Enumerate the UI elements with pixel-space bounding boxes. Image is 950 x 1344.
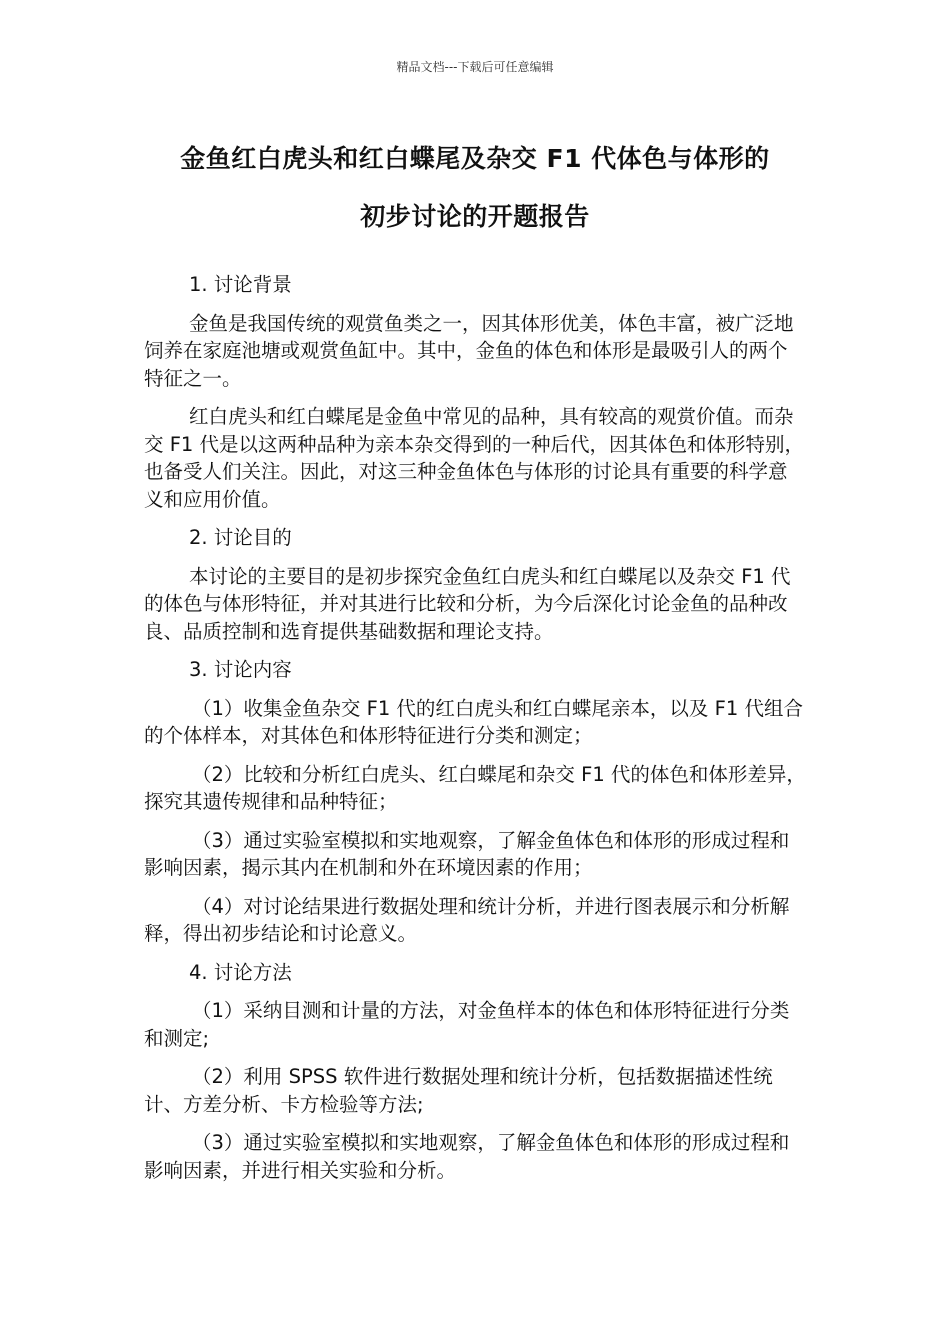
section-heading-methods: 4. 讨论方法 — [189, 960, 292, 984]
document-title — [120, 130, 830, 246]
list-item: （3）通过实验室模拟和实地观察，了解金鱼体色和体形的形成过程和影响因素，并进行相关实验和分析。 — [144, 1131, 790, 1182]
list-item: （3）通过实验室模拟和实地观察，了解金鱼体色和体形的形成过程和影响因素，揭示其内在机制和外在环境因素的作用； — [144, 828, 790, 879]
section-heading-background: 1. 讨论背景 — [189, 273, 292, 296]
list-item: （4）对讨论结果进行数据处理和统计分析，并进行图表展示和分析解释，得出初步结论和讨论意义。 — [144, 894, 790, 945]
list-item: （1）收集金鱼杂交 F1 代的红白虎头和红白蝶尾亲本，以及 F1 代组合的个体样本，对其体色和体形特征进行分类和测定； — [144, 696, 803, 747]
list-item: （2）利用 SPSS 软件进行数据处理和统计分析，包括数据描述性统计、方差分析、卡方检验等方法; — [144, 1065, 773, 1116]
list-item: （2）比较和分析红白虎头、红白蝶尾和杂交 F1 代的体色和体形差异，探究其遗传规律和品种特征； — [144, 762, 806, 813]
paragraph: 红白虎头和红白蝶尾是金鱼中常见的品种，具有较高的观赏价值。而杂交 F1 代是以这两种品种为亲本杂交得到的一种后代，因其体色和体形特别，也备受人们关注。因此，对这三种金鱼体色与体形的讨论具有重要的科学意义和应用价值。 — [144, 405, 805, 511]
title-line-1: 金鱼红白虎头和红白蝶尾及杂交 F1 代体色与体形的 — [180, 144, 770, 173]
title-line-2: 初步讨论的开题报告 — [360, 202, 590, 231]
paragraph: 本讨论的主要目的是初步探究金鱼红白虎头和红白蝶尾以及杂交 F1 代的体色与体形特征，并对其进行比较和分析，为今后深化讨论金鱼的品种改良、品质控制和选育提供基础数据和理论支持。 — [144, 564, 791, 643]
page-header: 精品文档---下载后可任意编辑 — [396, 60, 554, 74]
section-heading-purpose: 2. 讨论目的 — [189, 526, 292, 549]
document-body — [144, 271, 806, 1195]
paragraph: 金鱼是我国传统的观赏鱼类之一，因其体形优美，体色丰富，被广泛地饲养在家庭池塘或观赏鱼缸中。其中，金鱼的体色和体形是最吸引人的两个特征之一。 — [144, 311, 794, 390]
list-item: （1）采纳目测和计量的方法，对金鱼样本的体色和体形特征进行分类和测定; — [144, 999, 790, 1050]
section-heading-content: 3. 讨论内容 — [189, 658, 292, 681]
